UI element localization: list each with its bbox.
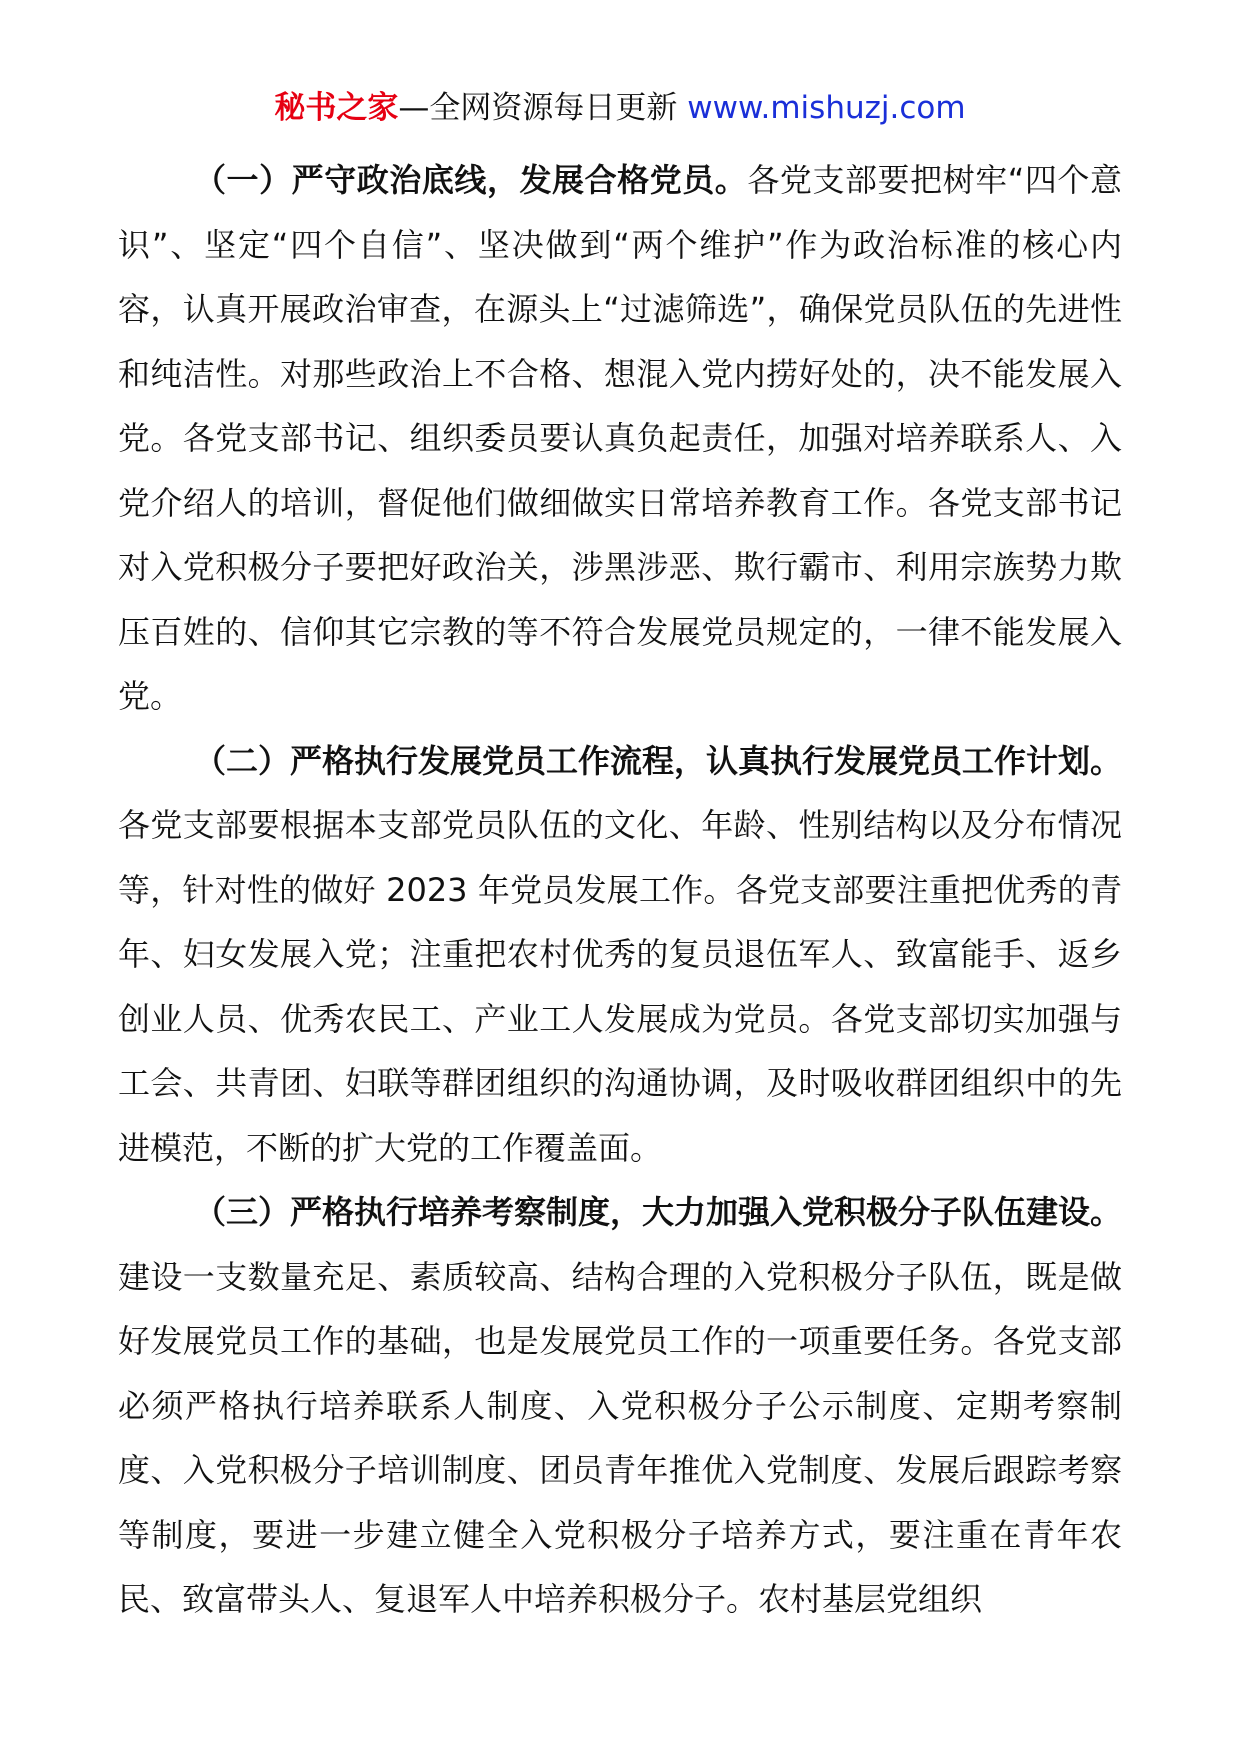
section-paragraph-1 [118,148,1122,729]
section-paragraph-2 [118,729,1122,1181]
section-heading-2: （二）严格执行发展党员工作流程，认真执行发展党员工作计划。 [194,741,1123,780]
section-text-1: 各党支部要把树牢“四个意识”、坚定“四个自信”、坚决做到“两个维护”作为政治标准的核心内容，认真开展政治审查，在源头上“过滤筛选”，确保党员队伍的先进性和纯洁性。对那些政治上不合格、想混入党内捞好处的，决不能发展入党。各党支部书记、组织委员要认真负起责任，加强对培养联系人、入党介绍人的培训，督促他们做细做实日常培养教育工作。各党支部书记对入党积极分子要把好政治关，涉黑涉恶、欺行霸市、利用宗族势力欺压百姓的、信仰其它宗教的等不符合发展党员规定的，一律不能发展入党。 [118,161,1122,715]
section-heading-3: （三）严格执行培养考察制度，大力加强入党积极分子队伍建设。 [194,1193,1123,1231]
site-url-link[interactable]: www.mishuzj.com [687,90,966,126]
section-text-2: 各党支部要根据本支部党员队伍的文化、年龄、性别结构以及分布情况等，针对性的做好 2023 年党员发展工作。各党支部要注重把优秀的青年、妇女发展入党；注重把农村优秀的复员退伍军人、致富能手、返乡创业人员、优秀农民工、产业工人发展成为党员。各党支部切实加强与工会、共青团、妇联等群团组织的沟通协调，及时吸收群团组织中的先进模范，不断的扩大党的工作覆盖面。 [118,806,1122,1167]
section-text-3: 建设一支数量充足、素质较高、结构合理的入党积极分子队伍，既是做好发展党员工作的基础，也是发展党员工作的一项重要任务。各党支部必须严格执行培养联系人制度、入党积极分子公示制度、定期考察制度、入党积极分子培训制度、团员青年推优入党制度、发展后跟踪考察等制度，要进一步建立健全入党积极分子培养方式，要注重在青年农民、致富带头人、复退军人中培养积极分子。农村基层党组织 [118,1257,1122,1618]
site-header [0,86,1240,130]
section-heading-1: （一）严守政治底线，发展合格党员。 [194,161,748,199]
site-tagline: —全网资源每日更新 [398,90,688,126]
document-body [118,148,1122,1632]
section-paragraph-3 [118,1180,1122,1632]
site-brand: 秘书之家 [274,90,399,126]
